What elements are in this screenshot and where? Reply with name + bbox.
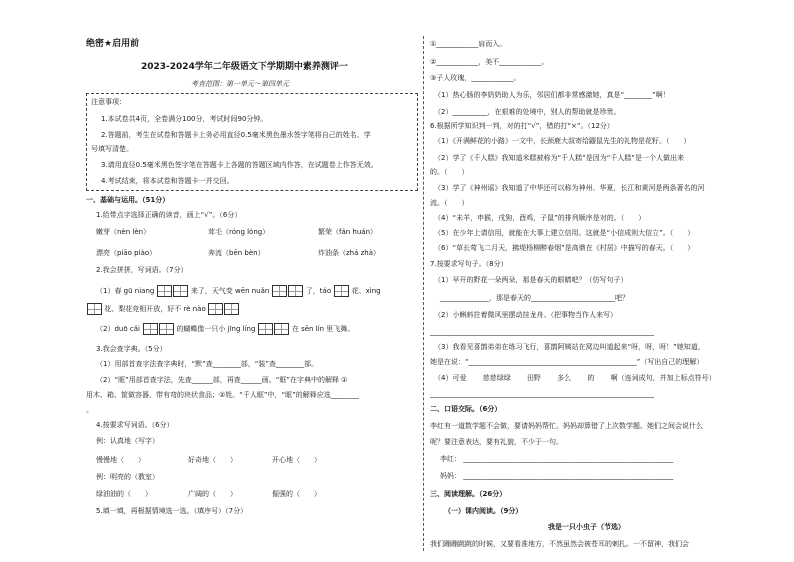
answer-box-group[interactable] [258,323,290,335]
section-1-heading: 一、基础与运用。（51分） [86,196,170,204]
q4-item: 开心地（ ） [272,456,321,464]
word-tile: 的 [587,374,595,382]
q1-item: 奔流（bēn bèn） [208,249,265,257]
note-1: 1.本试卷共4页，全卷满分100分，考试时间90分钟。 [101,115,268,123]
q7-prompt: 7.按要求写句子。（8分） [430,260,508,268]
pinyin-text: （2）duō cǎi [96,325,140,333]
passage-title: 我是一只小虫子（节选） [548,523,625,531]
passage-text: 我们蹦蹦跳跳的时候，又要看准地方，不然虽然会被苍耳的刺扎。一不留神，我们会 [430,540,689,548]
answer-box-group[interactable] [272,285,304,297]
q3-prompt: 3.我会查字典。（5分） [96,345,167,353]
context-choice-2: （2）__________，在艰难的处境中，别人的帮助就是珍贵。 [434,108,621,116]
answer-line[interactable]: ____________________________________________________________ [463,455,674,463]
idiom-fill-3: ③子人玫瑰，____________。 [430,74,521,82]
q2-prompt: 2.我会拼拼，写词语。（7分） [96,266,188,274]
q4-example-1: 例：认真地（写字） [96,437,159,445]
sentence-answer-1[interactable]: ______________，那是春天的________________________吧？ [440,294,629,302]
sentence-answer-2[interactable]: ________________________________________________________________ [430,328,654,336]
q4-item: 倔强的（ ） [272,490,321,498]
right-column [430,0,730,562]
sentence-task-1: （1）早开的野花一朵两朵，那是春天的眼睛吧？（仿写句子） [434,276,628,284]
exam-scope: 考查范围：第一单元～第四单元 [191,80,289,88]
context-choice-1: （1）热心肠的李奶奶助人为乐，邻居们都非常感激她，真是“________”啊！ [434,91,670,99]
section-3-heading: 三、阅读理解。（26分） [430,490,507,498]
q2-line-1 [96,285,381,297]
idiom-fill-1: ①____________肩而入。 [430,40,507,48]
column-divider [423,36,424,551]
q1-prompt: 1.给带点字选择正确的读音，画上“√”。（6分） [96,211,242,219]
pinyin-text: 在 sēn lín 里飞舞。 [291,325,355,333]
q5-prompt: 5.填一填，再根据情境选一选。（填序号）（7分） [96,507,248,515]
answer-box-group[interactable] [333,285,349,297]
answer-box-group[interactable] [86,303,102,315]
q6-prompt: 6.根据所学知识判一判，对的打“√”，错的打“×”。（12分） [430,122,614,130]
judge-item-1: （1）《开满鲜花的小路》一文中，长颈鹿大叔寄给鼹鼠先生的礼物是花籽。（ ） [434,137,691,145]
word-tile: （4）可爱 [434,374,467,382]
judge-item-5: （5）在少年上请信用，就能在大事上建立信用。这就是“小信成则大信立”。（ ） [434,229,695,237]
note-4: 4.考试结束，将本试卷和答题卡一并交回。 [101,177,234,185]
pinyin-text: 花、xìng [351,287,381,295]
dialog-line-lihong [440,455,673,464]
word-tile: 啊（连词成句，并加上标点符号） [610,374,716,382]
sentence-task-3: （3）我看见喜鹊弟弟在练习飞行，喜鹊阿姨站在窝边叫道起来“呀，呀，呀！”她知道， [434,343,705,351]
pinyin-text: 了，táo [305,287,332,295]
dialog-line-mama [440,472,673,481]
judge-item-3-cont: 流。（ ） [430,199,469,207]
note-3: 3.请用直径0.5毫米黑色签字笔在答题卡上各题的答题区域内作答，在试题卷上作答无效。 [101,161,378,169]
q1-item: 茸毛（róng lóng） [208,228,270,236]
q4-prompt: 4.按要求写词语。（6分） [96,421,174,429]
q4-item: 广阔的（ ） [188,490,237,498]
pinyin-text: （1）春 gū niang [96,287,155,295]
left-column [86,0,421,562]
q1-item: 繁荣（fán huán） [318,228,378,236]
word-tile: 田野 [526,374,541,382]
oral-prompt-cont: 呢？要注意表达，要有礼貌，不少于一句。 [430,438,563,446]
answer-box-group[interactable] [208,303,240,315]
word-tile: 多么 [557,374,572,382]
q3-part-2: （2）“眶”用部首查字法，先查______部，再查______画。“眶”在字典中的解释 ① [96,376,348,384]
sentence-task-2: （2）小蝌蚪拄着微风里摆动挂龙舟。（把事物当作人来写） [434,311,617,319]
judge-item-3: （3）学了《神州谣》我知道了中华还可以称为神州、华夏，长江和黄河是两条著名的河 [434,184,705,192]
q3-part-2-cont: 用木、箱、筐做容器，带有弯的块状食品；②姓。“千人眶”中，“眶”的解释应选________ [86,391,359,399]
speaker-label: 妈妈： [440,472,461,480]
q4-item: 绿油油的（ ） [96,490,152,498]
q4-item: 好奇地（ ） [188,456,237,464]
note-2-cont: 号填写清楚。 [91,145,133,153]
sentence-task-4 [434,374,716,383]
q4-item: 慢慢地（ ） [96,456,145,464]
q1-item: 炸油条（zhá zhà） [318,249,381,257]
confidential-label: 绝密★启用前 [86,39,140,49]
pinyin-text: 来了，天气变 wēn nuǎn [190,287,270,295]
q3-part-2-end: 。 [86,406,93,414]
q2-line-3 [96,323,354,335]
q2-line-2 [86,303,240,315]
notes-title: 注意事项： [91,98,126,106]
judge-item-4: （4）“未羊，申猴，戌狗，酉鸡，子鼠”的排列顺序是对的。（ ） [434,214,646,222]
exam-title: 2023-2024学年二年级语文下学期期中素养测评一 [141,62,348,72]
q1-item: 嫩芽（nèn lèn） [96,228,151,236]
pinyin-text: 花、梨花竞相开放，好不 rè nào [104,305,206,313]
answer-box-group[interactable] [142,323,174,335]
judge-item-2-cont: 的。（ ） [430,168,469,176]
q3-part-1: （1）用部首查字法查字典时，“默”查________部，“装”查________部。 [96,360,318,368]
word-tile: 慈慈绿绿 [482,374,511,382]
sentence-answer-4[interactable]: ________________________________________________________________ [430,390,654,398]
judge-item-6: （6）“草长莺飞二月天，拂堤杨柳醉春烟”是高鼎在《村居》中描写的春天。（ ） [434,244,695,252]
reading-subsection: （一）课内阅读。（9分） [444,507,523,515]
answer-line[interactable]: ____________________________________________________________ [463,472,674,480]
idiom-fill-2: ②____________，美不____________。 [430,58,549,66]
pinyin-text: 的蝴蝶像一只小 jīng líng [176,325,256,333]
note-2: 2.答题前，考生在试卷和答题卡上务必用直径0.5毫米黑色墨水签字笔将自己的姓名、学 [101,131,371,139]
sentence-task-3-cont: 她是在说：“________________________________________________”（写出自己的理解） [430,358,704,366]
notes-box [86,93,418,191]
section-2-heading: 二、口语交际。（6分） [430,405,502,413]
judge-item-2: （2）学了《千人糕》我知道米糕被称为“千人糕”是因为“千人糕”是一个人做出来 [434,154,684,162]
oral-prompt: 李红有一道数学题不会做，要请妈妈帮忙。妈妈却算错了上次数学题。她们之间会说什么 [430,422,703,430]
speaker-label: 李红： [440,455,461,463]
q4-example-2: 例：明亮的（教室） [96,473,159,481]
q1-item: 漂亮（piāo piào） [96,249,157,257]
answer-box-group[interactable] [157,285,189,297]
